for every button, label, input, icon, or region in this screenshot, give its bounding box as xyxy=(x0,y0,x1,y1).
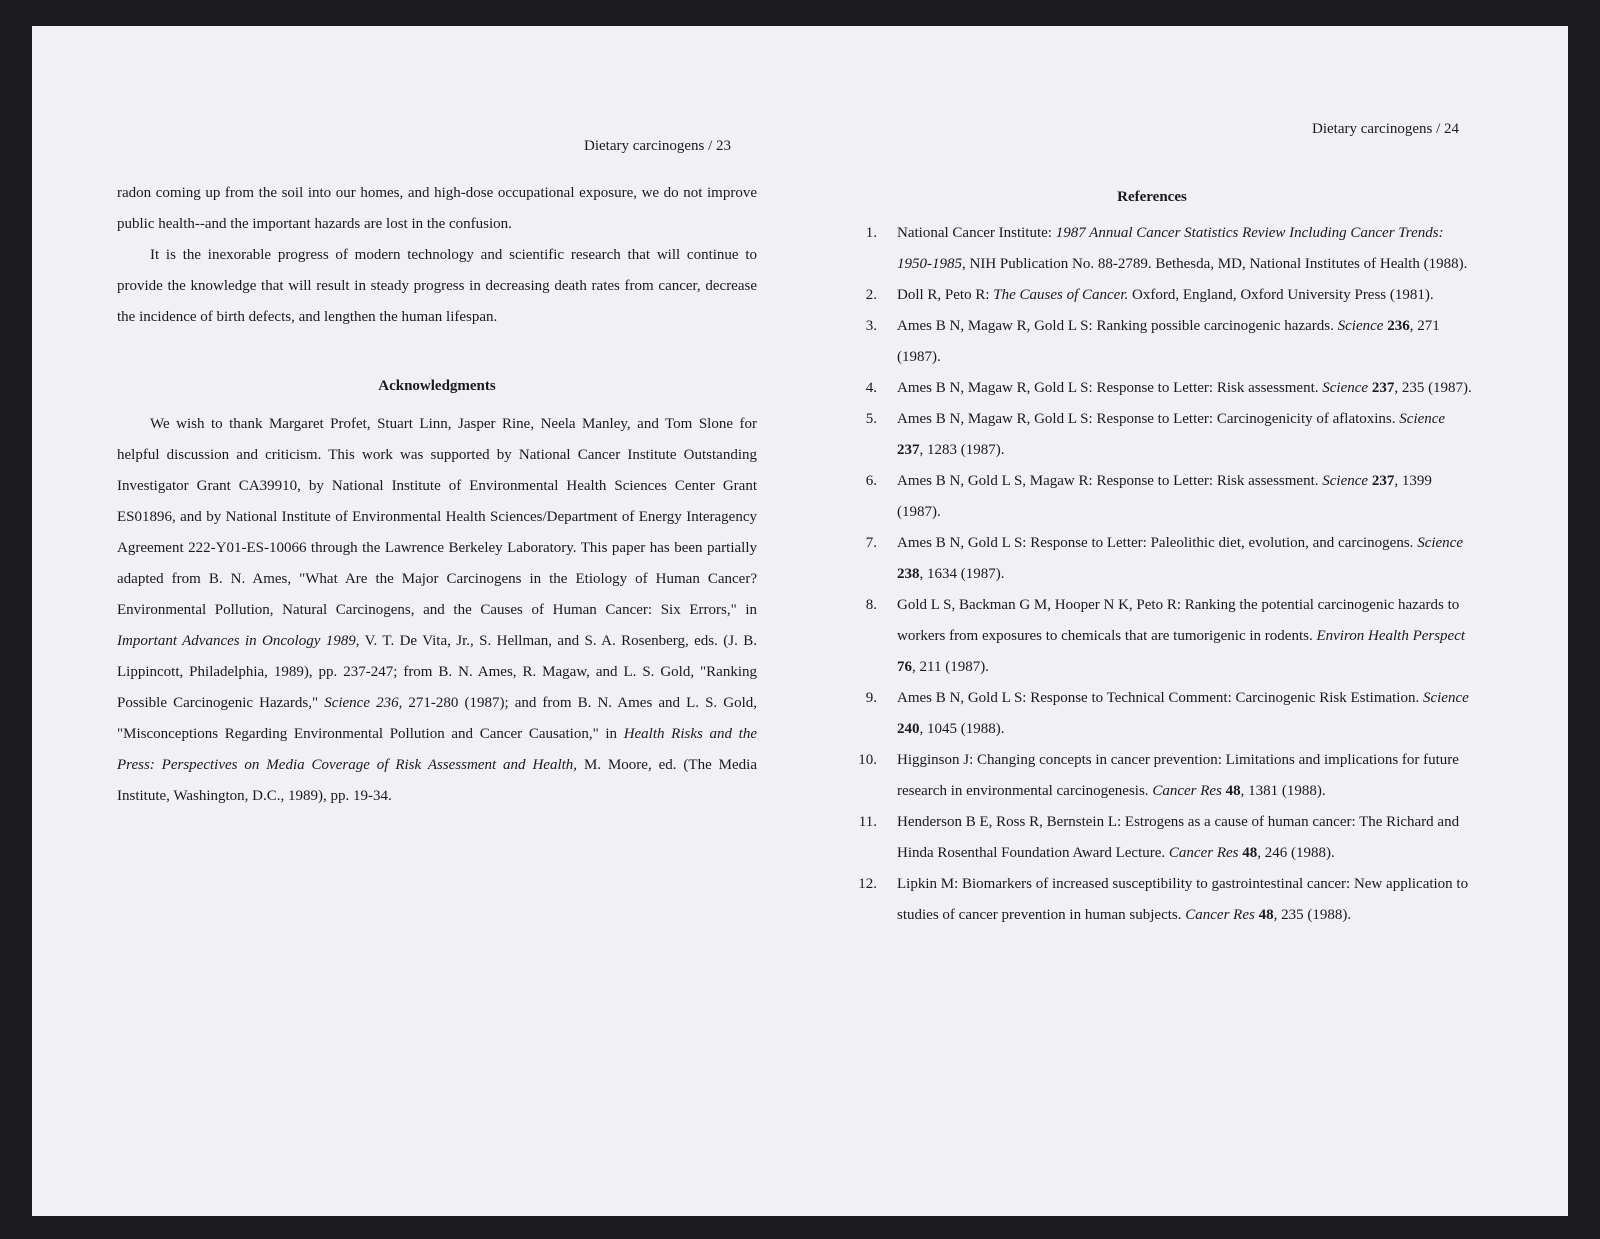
reference-number: 5. xyxy=(865,411,877,427)
ref-journal: Cancer Res xyxy=(1185,907,1255,923)
ref-details: , 235 (1987). xyxy=(1394,380,1472,396)
ref-details: Oxford, England, Oxford University Press (1981). xyxy=(1128,287,1434,303)
reference-item xyxy=(832,590,1472,683)
ref-volume: 240 xyxy=(897,721,920,737)
ack-citation-title: Health Risks and the Press: Perspectives on Media Coverage of Risk Assessment and Health, xyxy=(117,726,757,773)
ref-authors: Ames B N, Gold L S: Response to Technical Comment: Carcinogenic Risk Estimation. xyxy=(897,690,1423,706)
reference-text xyxy=(897,528,1472,590)
ref-journal: Cancer Res xyxy=(1152,783,1222,799)
reference-text xyxy=(897,280,1472,311)
reference-item xyxy=(832,404,1472,466)
reference-number: 8. xyxy=(865,597,877,613)
ref-volume: 76 xyxy=(897,659,912,675)
ref-volume: 48 xyxy=(1254,907,1274,923)
ack-citation-title: Important Advances in Oncology 1989 xyxy=(117,633,356,649)
reference-item xyxy=(832,683,1472,745)
ack-text: M. Moore, ed. (The Media Institute, Washington, D.C., 1989), pp. 19-34. xyxy=(117,757,757,804)
reference-number: 6. xyxy=(865,473,877,489)
reference-number: 10. xyxy=(858,752,877,768)
reference-item xyxy=(832,373,1472,404)
reference-item xyxy=(832,528,1472,590)
ref-journal: Cancer Res xyxy=(1168,845,1239,861)
ref-journal: Science xyxy=(1417,535,1463,551)
ref-volume: 236 xyxy=(1383,318,1410,334)
acknowledgments-heading: Acknowledgments xyxy=(378,378,496,394)
ref-journal: Science xyxy=(1322,473,1369,489)
ref-details: , 1399 (1987). xyxy=(897,473,1432,520)
reference-item xyxy=(832,869,1472,931)
ref-authors: Lipkin M: Biomarkers of increased susceptibility to gastrointestinal cancer: New application to studies of cancer prevention in human subjects. xyxy=(897,876,1469,923)
right-page-header: Dietary carcinogens / 24 xyxy=(1312,121,1460,137)
ack-citation-title: Science 236 xyxy=(324,695,399,711)
reference-number: 9. xyxy=(865,690,877,706)
reference-text xyxy=(897,311,1472,373)
ref-journal: Science xyxy=(1399,411,1446,427)
ref-authors: Henderson B E, Ross R, Bernstein L: Estrogens as a cause of human cancer: The Richard and Hinda Rosenthal Foundation Award Lecture. xyxy=(897,814,1460,861)
ref-details: , 1283 (1987). xyxy=(919,442,1005,458)
ref-authors: Gold L S, Backman G M, Hooper N K, Peto R: Ranking the potential carcinogenic hazards to workers from exposures to chemicals that are tumorigenic in rodents. xyxy=(897,597,1460,644)
ref-volume: 237 xyxy=(897,442,920,458)
acknowledgments-paragraph xyxy=(117,409,757,812)
reference-text xyxy=(897,373,1472,404)
ref-journal: The Causes of Cancer. xyxy=(993,287,1129,303)
ack-text: , 271-280 (1987); and from B. N. Ames and L. S. Gold, "Misconceptions Regarding Environmental Pollution and Cancer Causation," in xyxy=(117,695,757,742)
reference-text xyxy=(897,218,1472,280)
ref-authors: Ames B N, Magaw R, Gold L S: Response to Letter: Risk assessment. xyxy=(897,380,1323,396)
reference-item xyxy=(832,466,1472,528)
ref-volume: 237 xyxy=(1368,473,1395,489)
ref-volume: 48 xyxy=(1221,783,1241,799)
reference-list xyxy=(832,218,1472,931)
ref-details: , 1045 (1988). xyxy=(919,721,1005,737)
ref-journal: Environ Health Perspect xyxy=(1316,628,1466,644)
reference-number: 7. xyxy=(865,535,877,551)
body-paragraph: radon coming up from the soil into our homes, and high-dose occupational exposure, we do not improve public health--and the important hazards are lost in the confusion. xyxy=(117,185,757,232)
ref-journal: Science xyxy=(1322,380,1369,396)
reference-item xyxy=(832,218,1472,280)
reference-text xyxy=(897,590,1472,683)
ref-authors: Ames B N, Gold L S, Magaw R: Response to Letter: Risk assessment. xyxy=(897,473,1323,489)
ack-text: We wish to thank Margaret Profet, Stuart Linn, Jasper Rine, Neela Manley, and Tom Slone for helpful discussion and criticism. This work was supported by National Cancer Institute Outstanding Investigator Grant CA39910, by National Institute of Environmental Health Sciences Center Grant ES01896, and by National Institute of Environmental Health Sciences/Department of Energy Interagency Agreement 222-Y01-ES-10066 through the Lawrence Berkeley Laboratory. This paper has been partially adapted from B. N. Ames, "What Are the Major Carcinogens in the Etiology of Human Cancer? Environmental Pollution, Natural Carcinogens, and the Causes of Human Cancer: Six Errors," in xyxy=(117,416,757,618)
reference-text xyxy=(897,683,1472,745)
ref-journal: Science xyxy=(1337,318,1384,334)
reference-item xyxy=(832,807,1472,869)
ref-details: , 1634 (1987). xyxy=(919,566,1005,582)
ref-authors: Ames B N, Magaw R, Gold L S: Ranking possible carcinogenic hazards. xyxy=(897,318,1338,334)
ref-authors: Doll R, Peto R: xyxy=(897,287,994,303)
body-paragraph: It is the inexorable progress of modern technology and scientific research that will continue to provide the knowledge that will result in steady progress in decreasing death rates from cancer, decrease the incidence of birth defects, and lengthen the human lifespan. xyxy=(117,247,757,325)
reference-text xyxy=(897,466,1472,528)
ref-journal: Science xyxy=(1422,690,1469,706)
reference-number: 4. xyxy=(865,380,877,396)
reference-number: 3. xyxy=(865,318,877,334)
reference-text xyxy=(897,869,1472,931)
ref-volume: 238 xyxy=(897,566,920,582)
ref-volume: 48 xyxy=(1238,845,1258,861)
left-page-body xyxy=(117,178,757,812)
reference-number: 11. xyxy=(858,814,877,830)
ref-details: , 1381 (1988). xyxy=(1240,783,1326,799)
right-page-body xyxy=(832,182,1472,931)
reference-number: 12. xyxy=(858,876,877,892)
ref-authors: Higginson J: Changing concepts in cancer prevention: Limitations and implications for future research in environmental carcinogenesis. xyxy=(897,752,1459,799)
reference-item xyxy=(832,311,1472,373)
ack-text: , V. T. De Vita, Jr., S. Hellman, and S. A. Rosenberg, eds. (J. B. Lippincott, Philadelphia, 1989), pp. 237-247; from B. N. Ames, R. Magaw, and L. S. Gold, "Ranking Possible Carcinogenic Hazards," xyxy=(117,633,757,711)
reference-text xyxy=(897,404,1472,466)
reference-item xyxy=(832,745,1472,807)
left-page-header: Dietary carcinogens / 23 xyxy=(584,138,732,154)
ref-authors: Ames B N, Magaw R, Gold L S: Response to Letter: Carcinogenicity of aflatoxins. xyxy=(897,411,1400,427)
document-sheet xyxy=(32,26,1568,1216)
ref-details: , 271 (1987). xyxy=(897,318,1440,365)
reference-number: 2. xyxy=(865,287,877,303)
references-heading: References xyxy=(1117,189,1187,205)
reference-number: 1. xyxy=(865,225,877,241)
ref-volume: 237 xyxy=(1368,380,1395,396)
ref-authors: National Cancer Institute: xyxy=(897,225,1056,241)
ref-details: , 211 (1987). xyxy=(912,659,989,675)
reference-item xyxy=(832,280,1472,311)
ref-details: , 235 (1988). xyxy=(1273,907,1352,923)
ref-details: , 246 (1988). xyxy=(1257,845,1335,861)
ref-details: , NIH Publication No. 88-2789. Bethesda, MD, National Institutes of Health (1988). xyxy=(962,256,1468,272)
reference-text xyxy=(897,807,1472,869)
reference-text xyxy=(897,745,1472,807)
ref-journal: 1987 Annual Cancer Statistics Review Including Cancer Trends: 1950-1985 xyxy=(897,225,1444,272)
ref-authors: Ames B N, Gold L S: Response to Letter: Paleolithic diet, evolution, and carcinogens. xyxy=(897,535,1418,551)
